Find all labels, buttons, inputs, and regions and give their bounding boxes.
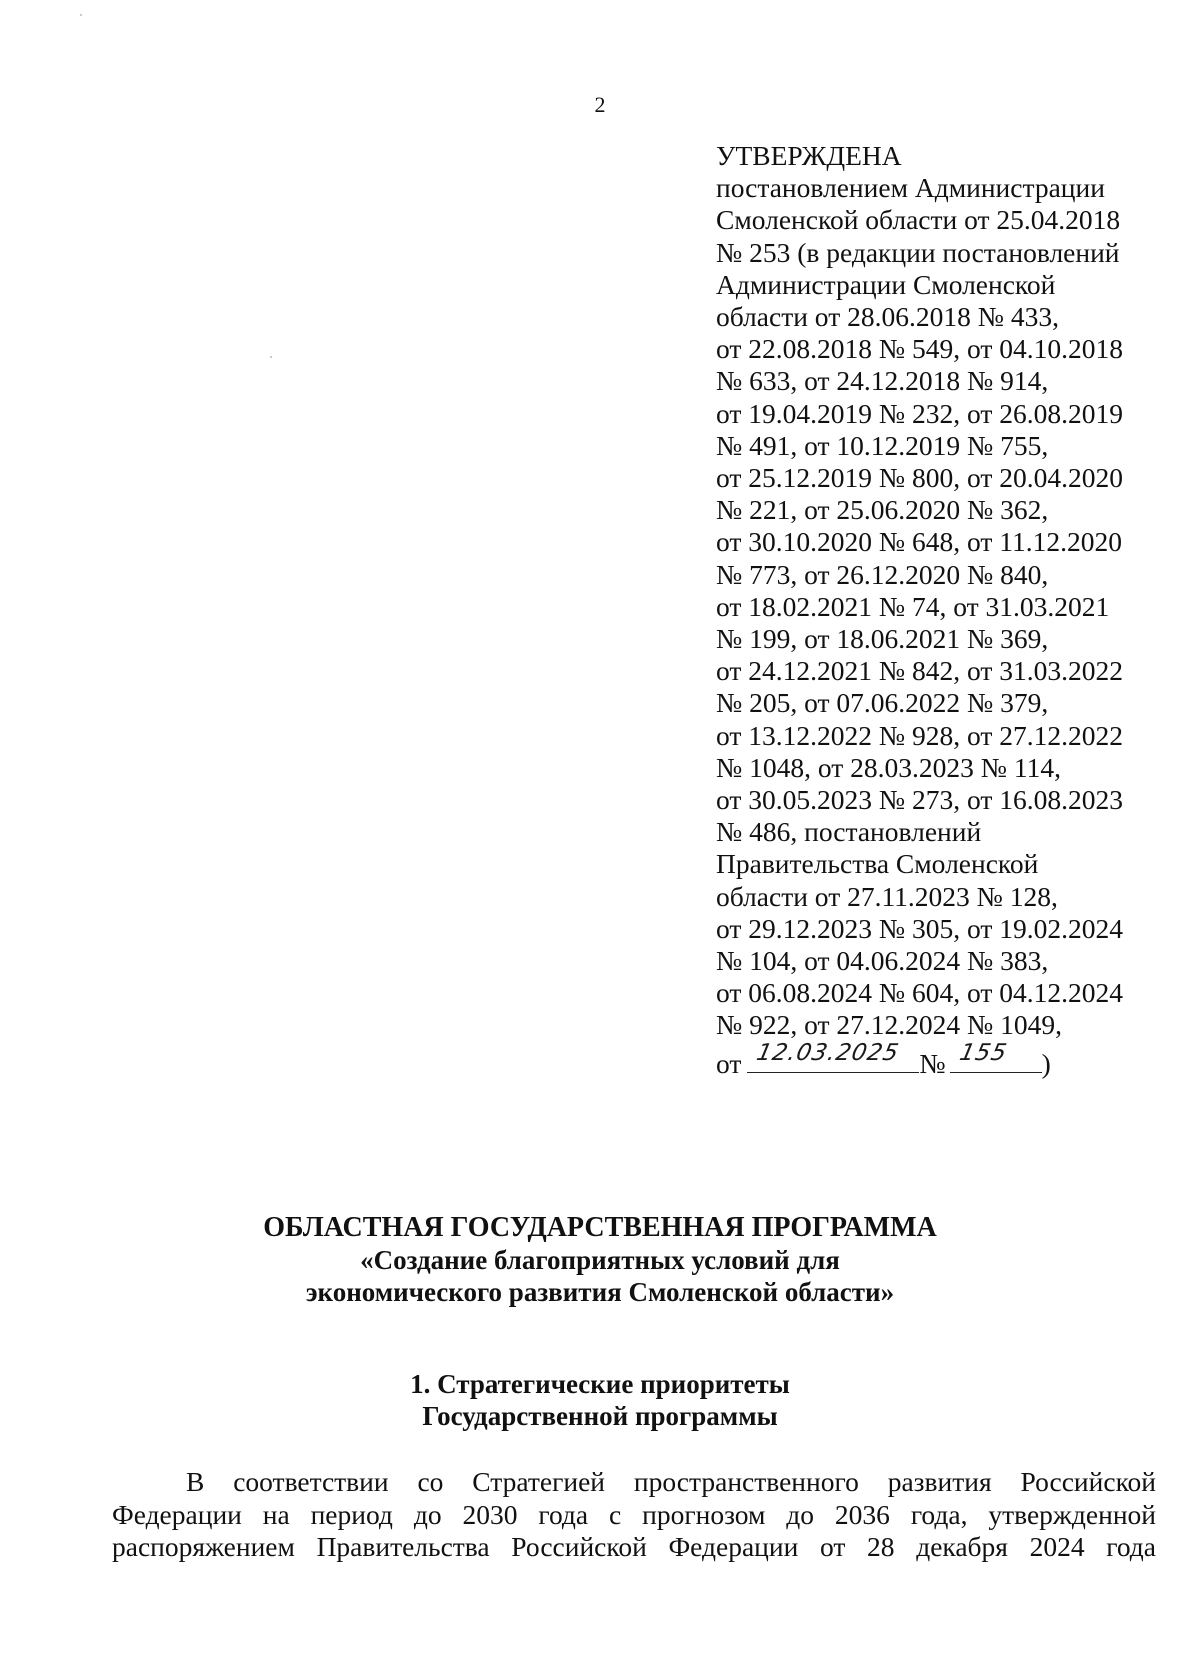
approval-line: от 06.08.2024 № 604, от 04.12.2024: [716, 977, 1124, 1009]
approval-stamp-block: [716, 140, 1156, 1080]
program-title-line: ОБЛАСТНАЯ ГОСУДАРСТВЕННАЯ ПРОГРАММА: [263, 1212, 937, 1243]
approval-line: постановлением Администрации: [716, 172, 1105, 204]
approval-closing-paren: ): [1041, 1047, 1051, 1079]
body-line: Федерации на период до 2030 года с прогнозом до 2036 года, утвержденной: [112, 1498, 1156, 1530]
approval-line: от 29.12.2023 № 305, от 19.02.2024: [716, 912, 1124, 944]
program-title-line: «Создание благоприятных условий для: [360, 1245, 840, 1275]
approval-line: № 486, постановлений: [716, 816, 982, 848]
approval-line: области от 28.06.2018 № 433,: [716, 301, 1059, 333]
approval-line: от 30.05.2023 № 273, от 16.08.2023: [716, 784, 1124, 816]
handwritten-date: 12.03.2025: [754, 1040, 902, 1067]
approval-last-line: [716, 1042, 1156, 1080]
scan-speck: [270, 356, 272, 358]
section-heading-line: Государственной программы: [422, 1401, 778, 1431]
number-sign: №: [919, 1047, 946, 1079]
page-number: 2: [594, 92, 606, 117]
body-line: В соответствии со Стратегией пространственного развития Российской: [186, 1466, 1156, 1497]
section-heading-line: 1. Стратегические приоритеты: [410, 1369, 790, 1399]
program-title: [0, 1212, 1200, 1308]
program-title-line: экономического развития Смоленской области»: [305, 1277, 895, 1307]
approval-line: от 25.12.2019 № 800, от 20.04.2020: [716, 462, 1124, 494]
approval-line: № 773, от 26.12.2020 № 840,: [716, 558, 1049, 590]
approval-heading: УТВЕРЖДЕНА: [716, 140, 902, 171]
approval-line: № 221, от 25.06.2020 № 362,: [716, 494, 1049, 526]
body-line: распоряжением Правительства Российской Федерации от 28 декабря 2024 года: [112, 1531, 1156, 1562]
approval-line: Администрации Смоленской: [716, 268, 1056, 300]
approval-line: № 104, от 04.06.2024 № 383,: [716, 945, 1049, 977]
body-paragraph: [112, 1466, 1156, 1564]
handwritten-number: 155: [956, 1040, 1010, 1067]
approval-line: от 13.12.2022 № 928, от 27.12.2022: [716, 719, 1124, 751]
approval-line: от 30.10.2020 № 648, от 11.12.2020: [716, 526, 1123, 558]
approval-line: № 922, от 27.12.2024 № 1049,: [716, 1009, 1063, 1041]
approval-line: от 18.02.2021 № 74, от 31.03.2021: [716, 590, 1110, 622]
approval-line: от 24.12.2021 № 842, от 31.03.2022: [716, 655, 1124, 687]
scan-speck: [80, 14, 82, 16]
approval-line: № 491, от 10.12.2019 № 755,: [716, 429, 1049, 461]
handwritten-date-field: [747, 1042, 919, 1073]
approval-line: № 205, от 07.06.2022 № 379,: [716, 687, 1049, 719]
approval-line: № 1048, от 28.03.2023 № 114,: [716, 751, 1061, 783]
handwritten-number-field: [950, 1042, 1042, 1073]
approval-line: от 19.04.2019 № 232, от 26.08.2019: [716, 397, 1124, 429]
approval-line: от 22.08.2018 № 549, от 04.10.2018: [716, 333, 1124, 365]
approval-line: области от 27.11.2023 № 128,: [716, 880, 1058, 912]
approval-line: № 633, от 24.12.2018 № 914,: [716, 365, 1049, 397]
approval-line: Правительства Смоленской: [716, 848, 1039, 880]
approval-line: № 253 (в редакции постановлений: [716, 236, 1120, 268]
section-heading: [0, 1368, 1200, 1432]
approval-last-prefix: от: [716, 1047, 742, 1079]
approval-line: № 199, от 18.06.2021 № 369,: [716, 623, 1049, 655]
approval-line: Смоленской области от 25.04.2018: [716, 204, 1121, 236]
